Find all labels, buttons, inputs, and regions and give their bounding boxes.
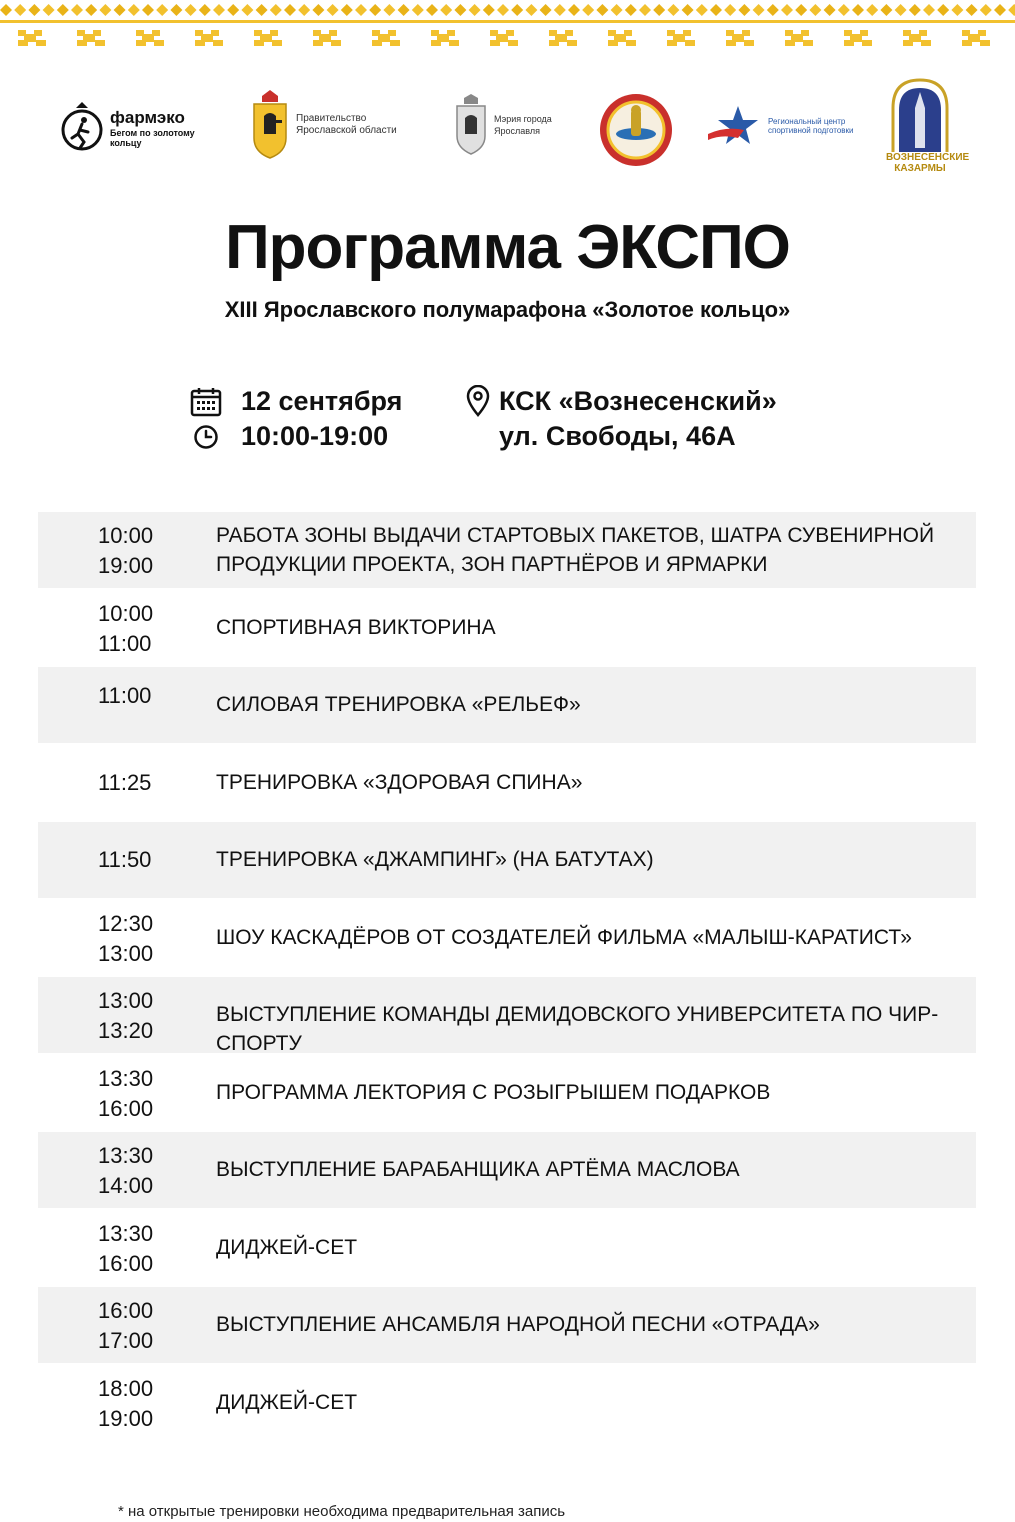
ornament-diamond: [383, 4, 395, 16]
ornament-diamond: [170, 4, 182, 16]
schedule-time: [98, 1219, 153, 1279]
ornament-diamond: [639, 4, 651, 16]
schedule-time: [98, 1064, 153, 1124]
schedule-description: СПОРТИВНАЯ ВИКТОРИНА: [216, 615, 496, 639]
ornament-motif: [490, 30, 518, 46]
schedule-time: [98, 521, 153, 581]
ornament-diamond: [511, 4, 523, 16]
schedule-table: [38, 512, 976, 1441]
schedule-time: [98, 681, 151, 711]
schedule-start-time: 18:00: [98, 1375, 154, 1401]
event-date: 12 сентября: [241, 386, 403, 416]
schedule-end-time: 16:00: [98, 1250, 154, 1276]
ornament-diamond: [980, 4, 992, 16]
ornament-diamond: [809, 4, 821, 16]
ornament-diamond: [213, 4, 225, 16]
schedule-description: ТРЕНИРОВКА «ЗДОРОВАЯ СПИНА»: [216, 770, 583, 794]
ornament-diamond: [398, 4, 410, 16]
schedule-start-time: 16:00: [98, 1298, 154, 1323]
ornament-diamond: [156, 4, 168, 16]
schedule-time: [98, 986, 153, 1046]
schedule-time: [98, 599, 153, 659]
ornament-motif: [18, 30, 46, 46]
schedule-end-time: 16:00: [98, 1095, 154, 1121]
schedule-row: [38, 977, 976, 1053]
schedule-end-time: 19:00: [98, 1405, 154, 1431]
ornament-diamond: [14, 4, 26, 16]
ornament-diamond: [895, 4, 907, 16]
schedule-start-time: 10:00: [98, 600, 154, 626]
ornament-motif: [77, 30, 105, 46]
ornament-diamond: [312, 4, 324, 16]
schedule-row: [38, 512, 976, 588]
ornament-diamond: [497, 4, 509, 16]
ornament-diamond: [611, 4, 623, 16]
ornament-diamond: [994, 4, 1006, 16]
ornament-diamond: [128, 4, 140, 16]
ornament-diamond: [483, 4, 495, 16]
ornament-diamond: [753, 4, 765, 16]
schedule-row: [38, 822, 976, 898]
schedule-start-time: 13:30: [98, 1065, 154, 1091]
ornament-diamond: [653, 4, 665, 16]
ornament-diamond: [454, 4, 466, 16]
ornament-line: [0, 20, 1015, 23]
ornament-diamond: [696, 4, 708, 16]
ornament-diamond: [923, 4, 935, 16]
ornament-diamond: [625, 4, 637, 16]
schedule-end-time: 13:20: [98, 1018, 154, 1043]
ornament-motif: [372, 30, 400, 46]
kazarmy-text: ВОЗНЕСЕНСКИЕ КАЗАРМЫ: [886, 152, 970, 174]
ornament-diamond: [540, 4, 552, 16]
event-venue: КСК «Вознесенский»: [499, 386, 777, 416]
ornament-diamond: [1008, 4, 1015, 16]
ornament-diamond: [298, 4, 310, 16]
ornament-motif: [549, 30, 577, 46]
round-emblem-logo: [598, 92, 674, 168]
event-address: ул. Свободы, 46А: [499, 421, 736, 451]
schedule-description: ДИДЖЕЙ-СЕТ: [216, 1235, 358, 1259]
runner-icon: [60, 100, 104, 156]
ornament-diamond: [43, 4, 55, 16]
schedule-description: ВЫСТУПЛЕНИЕ БАРАБАНЩИКА АРТЁМА МАСЛОВА: [216, 1158, 740, 1181]
sports-center-logo: [708, 104, 868, 148]
schedule-time: [98, 845, 151, 875]
schedule-end-time: 11:00: [98, 630, 152, 656]
ornament-diamond: [568, 4, 580, 16]
schedule-end-time: 17:00: [98, 1328, 154, 1353]
ornament-diamond: [781, 4, 793, 16]
ornament-motif: [195, 30, 223, 46]
schedule-description: ПРОГРАММА ЛЕКТОРИЯ С РОЗЫГРЫШЕМ ПОДАРКОВ: [216, 1080, 771, 1104]
ornament-motif: [844, 30, 872, 46]
schedule-description: ВЫСТУПЛЕНИЕ АНСАМБЛЯ НАРОДНОЙ ПЕСНИ «ОТРАДА»: [216, 1313, 820, 1336]
ornament-diamond: [440, 4, 452, 16]
ornament-motif: [785, 30, 813, 46]
ornament-diamond: [85, 4, 97, 16]
farmeko-subtitle: Бегом по золотому кольцу: [110, 128, 195, 148]
ornament-diamond: [951, 4, 963, 16]
schedule-description: ШОУ КАСКАДЁРОВ ОТ СОЗДАТЕЛЕЙ ФИЛЬМА «МАЛЫШ-КАРАТИСТ»: [216, 925, 912, 949]
farmeko-title: фармэко: [110, 108, 185, 127]
ornament-diamond: [28, 4, 40, 16]
ornament-diamond: [327, 4, 339, 16]
schedule-row: [38, 1287, 976, 1363]
city-logo-text: Мэрия города Ярославля: [494, 114, 552, 136]
schedule-description: РАБОТА ЗОНЫ ВЫДАЧИ СТАРТОВЫХ ПАКЕТОВ, ШАТРА СУВЕНИРНОЙ ПРОДУКЦИИ ПРОЕКТА, ЗОН ПАРТНЁРОВ И ЯРМАРКИ: [216, 524, 935, 576]
farmeko-logo: [60, 100, 210, 156]
ornament-diamond: [270, 4, 282, 16]
ornament-motif: [313, 30, 341, 46]
round-emblem-icon: [598, 92, 674, 168]
ornament-diamond: [185, 4, 197, 16]
ornament-diamond: [341, 4, 353, 16]
ornament-diamond: [0, 4, 12, 16]
footnote: * на открытые тренировки необходима предварительная запись: [118, 1503, 566, 1520]
ornament-diamond: [469, 4, 481, 16]
ornament-diamond: [426, 4, 438, 16]
ornament-diamond: [767, 4, 779, 16]
location-pin-icon: [466, 385, 490, 417]
ornament-diamond: [369, 4, 381, 16]
sports-center-text: Региональный центр спортивной подготовки: [768, 117, 854, 135]
region-logo-text: Правительство Ярославской области: [296, 113, 397, 136]
ornament-diamond: [866, 4, 878, 16]
schedule-row: [38, 1055, 976, 1131]
ornament-border: [0, 0, 1015, 56]
ornament-diamond: [667, 4, 679, 16]
schedule-time: [98, 1374, 153, 1434]
ornament-diamond: [256, 4, 268, 16]
ornament-motif: [667, 30, 695, 46]
ornament-diamond: [57, 4, 69, 16]
ornament-diamond: [710, 4, 722, 16]
ornament-diamond: [554, 4, 566, 16]
ornament-diamond: [71, 4, 83, 16]
schedule-end-time: 13:00: [98, 940, 154, 966]
ornament-diamond: [99, 4, 111, 16]
schedule-description: ВЫСТУПЛЕНИЕ КОМАНДЫ ДЕМИДОВСКОГО УНИВЕРСИТЕТА ПО ЧИР-СПОРТУ: [216, 1003, 939, 1055]
voznesenskie-kazarmy-logo: [886, 78, 970, 174]
ornament-diamond: [838, 4, 850, 16]
event-time: 10:00-19:00: [241, 421, 389, 451]
schedule-time: [98, 909, 153, 969]
ornament-diamond: [114, 4, 126, 16]
ornament-diamond: [525, 4, 537, 16]
schedule-description: ДИДЖЕЙ-СЕТ: [216, 1390, 358, 1414]
page-title: Программа ЭКСПО: [225, 213, 790, 282]
ornament-motif: [254, 30, 282, 46]
ornament-diamond: [682, 4, 694, 16]
ornament-motif: [431, 30, 459, 46]
calendar-icon: [190, 387, 222, 417]
ornament-diamond: [412, 4, 424, 16]
bear-coat-of-arms-icon: [252, 90, 288, 160]
ornament-motif: [608, 30, 636, 46]
ornament-diamond: [880, 4, 892, 16]
yaroslavl-region-logo: [252, 90, 406, 160]
ornament-diamond: [596, 4, 608, 16]
ornament-diamond: [724, 4, 736, 16]
schedule-row: [38, 1365, 976, 1441]
schedule-row: [38, 1210, 976, 1286]
building-icon: [887, 78, 953, 152]
ornament-diamond: [241, 4, 253, 16]
yaroslavl-city-logo: [456, 94, 564, 156]
ornament-diamond: [582, 4, 594, 16]
ornament-diamond: [199, 4, 211, 16]
schedule-start-time: 11:50: [98, 847, 152, 872]
ornament-diamond: [795, 4, 807, 16]
schedule-time: [98, 1141, 153, 1201]
ornament-motif: [962, 30, 990, 46]
bear-coat-of-arms-icon: [456, 94, 486, 156]
ornament-diamond: [355, 4, 367, 16]
schedule-start-time: 13:00: [98, 988, 154, 1013]
schedule-start-time: 13:30: [98, 1143, 154, 1168]
schedule-time: [98, 768, 151, 798]
ornament-diamond: [227, 4, 239, 16]
ornament-motif: [726, 30, 754, 46]
schedule-start-time: 10:00: [98, 523, 154, 548]
schedule-row: [38, 900, 976, 976]
schedule-row: [38, 667, 976, 743]
page-subtitle: XIII Ярославского полумарафона «Золотое кольцо»: [224, 297, 791, 322]
clock-icon: [193, 424, 219, 450]
ornament-diamond: [966, 4, 978, 16]
ornament-diamond: [937, 4, 949, 16]
schedule-end-time: 19:00: [98, 553, 154, 578]
schedule-row: [38, 745, 976, 821]
ornament-diamond: [142, 4, 154, 16]
schedule-start-time: 13:30: [98, 1220, 154, 1246]
ornament-motif: [136, 30, 164, 46]
schedule-time: [98, 1296, 153, 1356]
ornament-diamond: [909, 4, 921, 16]
schedule-description: СИЛОВАЯ ТРЕНИРОВКА «РЕЛЬЕФ»: [216, 693, 581, 716]
schedule-start-time: 11:00: [98, 683, 152, 708]
schedule-start-time: 11:25: [98, 769, 152, 795]
star-icon: [708, 104, 760, 148]
ornament-diamond: [738, 4, 750, 16]
schedule-end-time: 14:00: [98, 1173, 154, 1198]
ornament-diamond: [852, 4, 864, 16]
schedule-row: [38, 590, 976, 666]
schedule-start-time: 12:30: [98, 910, 154, 936]
schedule-row: [38, 1132, 976, 1208]
schedule-description: ТРЕНИРОВКА «ДЖАМПИНГ» (НА БАТУТАХ): [216, 848, 654, 871]
ornament-diamond: [824, 4, 836, 16]
ornament-diamond: [284, 4, 296, 16]
ornament-motif: [903, 30, 931, 46]
partner-logos: [0, 78, 1015, 188]
